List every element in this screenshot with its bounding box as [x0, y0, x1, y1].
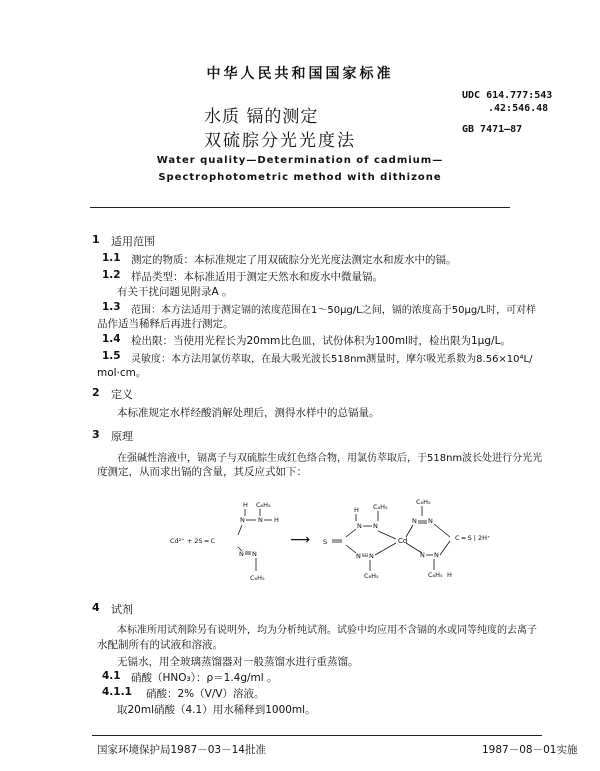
section-2-number: 2 — [92, 386, 100, 399]
left-H2: H — [274, 516, 279, 524]
section-4-paragraph-2: 水配制所有的试液和溶液。 — [97, 639, 223, 651]
right-H1: H — [354, 506, 359, 514]
right-n6: N — [428, 517, 433, 525]
right-S1: S — [323, 538, 328, 546]
right-n1: N — [357, 522, 362, 530]
reaction-equation-diagram — [170, 495, 570, 585]
left-c6h5-bottom: C₆H₅ — [250, 574, 265, 582]
clause-1-1-number: 1.1 — [102, 252, 121, 264]
clause-1-2-text: 样品类型：本标准适用于测定天然水和废水中微量镉。 — [131, 271, 383, 283]
left-c6h5-top: C₆H₅ — [256, 501, 271, 509]
clause-1-2-number: 1.2 — [102, 269, 121, 281]
right-c6h5-2: C₆H₅ — [364, 572, 379, 580]
clause-4-1-text: 硝酸（HNO₃）：ρ＝1.4g/ml 。 — [131, 672, 278, 684]
section-1-title: 适用范围 — [111, 235, 155, 248]
clause-1-5-number: 1.5 — [102, 350, 121, 362]
section-3-paragraph-1: 在强碱性溶液中，镉离子与双硫腙生成红色络合物，用氯仿萃取后，于518nm波长处进行分光光 — [117, 453, 543, 464]
english-title-1: Water quality—Determination of cadmium— — [156, 155, 444, 166]
clause-4-1-1-text: 硝酸：2%（V/V）溶液。 — [146, 688, 265, 700]
section-4-number: 4 — [92, 601, 100, 614]
left-H-label: H — [243, 501, 248, 509]
clause-1-2-note: 有关干扰问题见附录A 。 — [117, 286, 233, 298]
clause-1-3-cont: 品作适当稀释后再进行测定。 — [97, 318, 234, 330]
right-n8: N — [434, 551, 439, 559]
right-c6h5-4: C₆H₅ — [428, 571, 443, 579]
right-n3: N — [356, 552, 361, 560]
section-3-number: 3 — [92, 428, 100, 441]
clause-1-1-text: 测定的物质：本标准规定了用双硫腙分光光度法测定水和废水中的镉。 — [131, 254, 457, 266]
section-4-paragraph-1: 本标准所用试剂除另有说明外，均为分析纯试剂。试验中均应用不含镉的水或同等纯度的去离子 — [117, 625, 537, 636]
clause-4-1-1-number: 4.1.1 — [102, 686, 132, 698]
right-c6h5-3: C₆H₅ — [416, 498, 431, 506]
right-c6h5-1: C₆H₅ — [373, 503, 388, 511]
reaction-arrow: ⟶ — [290, 532, 311, 548]
clause-1-5-cont: mol·cm。 — [97, 367, 147, 379]
cadmium-reactant-label: Cd²⁺ + 2S ═ C — [170, 537, 216, 545]
implementation-date: 1987－08－01实施 — [482, 744, 578, 756]
footer-rule — [92, 735, 542, 736]
clause-4-1-1-instruction: 取20ml硝酸（4.1）用水稀释到1000ml。 — [117, 704, 316, 716]
clause-1-3-number: 1.3 — [102, 301, 121, 313]
clause-1-3-text: 范围：本方法适用于测定镉的浓度范围在1～50μg/L之间，镉的浓度高于50μg/L时，可对样 — [131, 305, 537, 316]
clause-1-4-number: 1.4 — [102, 333, 121, 345]
section-4-title: 试剂 — [111, 603, 133, 616]
section-4-paragraph-3: 无镉水，用全玻璃蒸馏器对一般蒸馏水进行重蒸馏。 — [117, 656, 359, 668]
right-n5: N — [412, 517, 417, 525]
clause-4-1-number: 4.1 — [102, 670, 121, 682]
header-rule — [90, 207, 510, 208]
clause-1-5-text: 灵敏度：本方法用氯仿萃取，在最大吸光波长518nm测量时，摩尔吸光系数为8.56×10⁴L/ — [131, 354, 533, 365]
right-n2: N — [373, 522, 378, 530]
right-n4: N — [369, 552, 374, 560]
section-3-paragraph-2: 度测定，从而求出镉的含量，其反应式如下： — [97, 466, 307, 478]
clause-1-4-text: 检出限：当使用光程长为20mm比色皿，试份体积为100ml时，检出限为1μg/L。 — [131, 335, 511, 347]
standard-header: 中华人民共和国国家标准 — [206, 66, 394, 82]
approval-date: 国家环境保护局1987－03－14批准 — [97, 744, 266, 756]
title-line-2: 双硫腙分光光度法 — [204, 131, 356, 151]
title-line-1: 水质 镉的测定 — [204, 107, 319, 127]
udc-code-cont: .42:546.48 — [488, 103, 549, 114]
gb-code: GB 7471—87 — [462, 124, 523, 135]
section-2-title: 定义 — [111, 388, 133, 401]
section-1-number: 1 — [92, 233, 100, 246]
left-n3: N — [239, 550, 244, 558]
english-title-2: Spectrophotometric method with dithizone — [158, 172, 442, 183]
section-3-title: 原理 — [111, 430, 133, 443]
cadmium-center: Cd — [398, 537, 408, 545]
right-n7: N — [420, 551, 425, 559]
right-H2: H — [447, 571, 452, 579]
section-2-paragraph: 本标准规定水样经酸消解处理后，测得水样中的总镉量。 — [117, 407, 380, 419]
left-n1: N — [240, 516, 245, 524]
right-tail: C ═ S | 2H⁺ — [455, 534, 491, 542]
left-n4: N — [252, 550, 257, 558]
udc-code: UDC 614.777:543 — [462, 90, 553, 101]
left-n2: N — [258, 516, 263, 524]
